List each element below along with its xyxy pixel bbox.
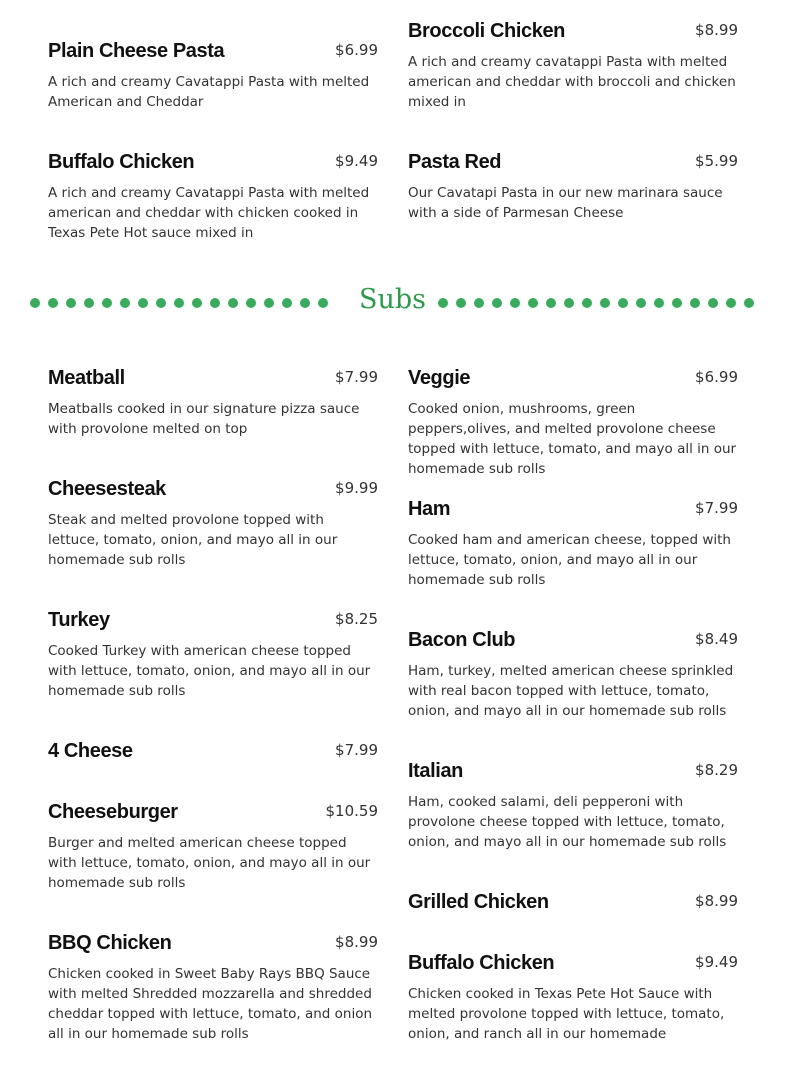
- divider-dot: [690, 298, 700, 308]
- menu-item: [48, 738, 378, 764]
- item-name: BBQ Chicken: [48, 932, 172, 954]
- item-name: Bacon Club: [408, 629, 516, 651]
- item-description: Cooked Turkey with american cheese topped with lettuce, tomato, onion, and mayo all in our homemade sub rolls: [48, 643, 371, 699]
- item-name: Buffalo Chicken: [408, 952, 555, 974]
- menu-item: [48, 38, 378, 112]
- item-name: Pasta Red: [408, 151, 502, 173]
- item-price: $8.99: [695, 892, 738, 910]
- item-name: Veggie: [408, 367, 471, 389]
- divider-dot: [600, 298, 610, 308]
- divider-dots-right: [438, 298, 754, 308]
- item-price: $6.99: [335, 41, 378, 59]
- divider-dot: [456, 298, 466, 308]
- item-description: A rich and creamy Cavatappi Pasta with melted american and cheddar with chicken cooked in Texas Pete Hot sauce mixed in: [48, 185, 370, 241]
- section-title-subs: Subs: [358, 284, 427, 315]
- item-description: Chicken cooked in Sweet Baby Rays BBQ Sauce with melted Shredded mozzarella and shredded cheddar topped with lettuce, tomato, and onion all in our homemade sub rolls: [48, 966, 373, 1042]
- divider-dot: [636, 298, 646, 308]
- item-description: Cooked ham and american cheese, topped with lettuce, tomato, onion, and mayo all in our homemade sub rolls: [408, 532, 731, 588]
- item-name: Cheeseburger: [48, 801, 178, 823]
- item-name: Turkey: [48, 609, 110, 631]
- item-name: Broccoli Chicken: [408, 20, 565, 42]
- menu-item: [48, 799, 378, 893]
- divider-dot: [726, 298, 736, 308]
- menu-item: [48, 476, 378, 570]
- divider-dot: [546, 298, 556, 308]
- item-name: Cheesesteak: [48, 478, 166, 500]
- section-divider: [30, 282, 755, 322]
- menu-item: [48, 365, 378, 439]
- menu-item: [408, 18, 738, 112]
- item-price: $7.99: [695, 499, 738, 517]
- divider-dot: [744, 298, 754, 308]
- item-name: Buffalo Chicken: [48, 151, 195, 173]
- item-description: Meatballs cooked in our signature pizza sauce with provolone melted on top: [48, 401, 360, 437]
- item-price: $6.99: [695, 368, 738, 386]
- menu-item: [408, 889, 738, 915]
- item-price: $9.99: [335, 479, 378, 497]
- item-price: $9.49: [695, 953, 738, 971]
- menu-item: [408, 627, 738, 721]
- menu-item: [48, 930, 378, 1044]
- item-price: $9.49: [335, 152, 378, 170]
- divider-dot: [528, 298, 538, 308]
- menu-item: [48, 149, 378, 243]
- divider-dot: [510, 298, 520, 308]
- menu-item: [408, 496, 738, 590]
- item-name: Plain Cheese Pasta: [48, 40, 225, 62]
- item-price: $8.99: [695, 21, 738, 39]
- item-price: $8.49: [695, 630, 738, 648]
- item-description: Cooked onion, mushrooms, green peppers,olives, and melted provolone cheese topped with lettuce, tomato, and mayo all in our homemade sub rolls: [408, 401, 737, 477]
- divider-dot: [438, 298, 448, 308]
- divider-dot: [618, 298, 628, 308]
- divider-dot: [582, 298, 592, 308]
- item-description: A rich and creamy cavatappi Pasta with melted american and cheddar with broccoli and chicken mixed in: [408, 54, 736, 110]
- item-price: $5.99: [695, 152, 738, 170]
- item-price: $8.29: [695, 761, 738, 779]
- item-price: $10.59: [325, 802, 378, 820]
- item-description: Ham, cooked salami, deli pepperoni with provolone cheese topped with lettuce, tomato, onion, and mayo all in our homemade sub rolls: [408, 794, 727, 850]
- item-description: Burger and melted american cheese topped with lettuce, tomato, onion, and mayo all in our homemade sub rolls: [48, 835, 371, 891]
- divider-dot: [654, 298, 664, 308]
- item-description: Chicken cooked in Texas Pete Hot Sauce with melted provolone topped with lettuce, tomato, onion, and ranch all in our homemade: [408, 986, 725, 1042]
- menu-item: [48, 607, 378, 701]
- item-name: Grilled Chicken: [408, 891, 549, 913]
- item-description: Steak and melted provolone topped with lettuce, tomato, onion, and mayo all in our homemade sub rolls: [48, 512, 338, 568]
- item-description: A rich and creamy Cavatappi Pasta with melted American and Cheddar: [48, 74, 370, 110]
- menu-item: [408, 149, 738, 223]
- divider-dot: [708, 298, 718, 308]
- item-name: Meatball: [48, 367, 125, 389]
- menu-item: [408, 758, 738, 852]
- item-name: Italian: [408, 760, 463, 782]
- item-description: Our Cavatapi Pasta in our new marinara sauce with a side of Parmesan Cheese: [408, 185, 723, 221]
- divider-dot: [474, 298, 484, 308]
- divider-dot: [492, 298, 502, 308]
- divider-dot: [564, 298, 574, 308]
- divider-dot: [672, 298, 682, 308]
- menu-item: [408, 365, 738, 479]
- menu-item: [408, 950, 738, 1044]
- item-price: $7.99: [335, 741, 378, 759]
- item-name: 4 Cheese: [48, 740, 133, 762]
- item-price: $8.99: [335, 933, 378, 951]
- item-description: Ham, turkey, melted american cheese sprinkled with real bacon topped with lettuce, tomato, onion, and mayo all in our homemade sub rolls: [408, 663, 734, 719]
- item-name: Ham: [408, 498, 451, 520]
- item-price: $7.99: [335, 368, 378, 386]
- item-price: $8.25: [335, 610, 378, 628]
